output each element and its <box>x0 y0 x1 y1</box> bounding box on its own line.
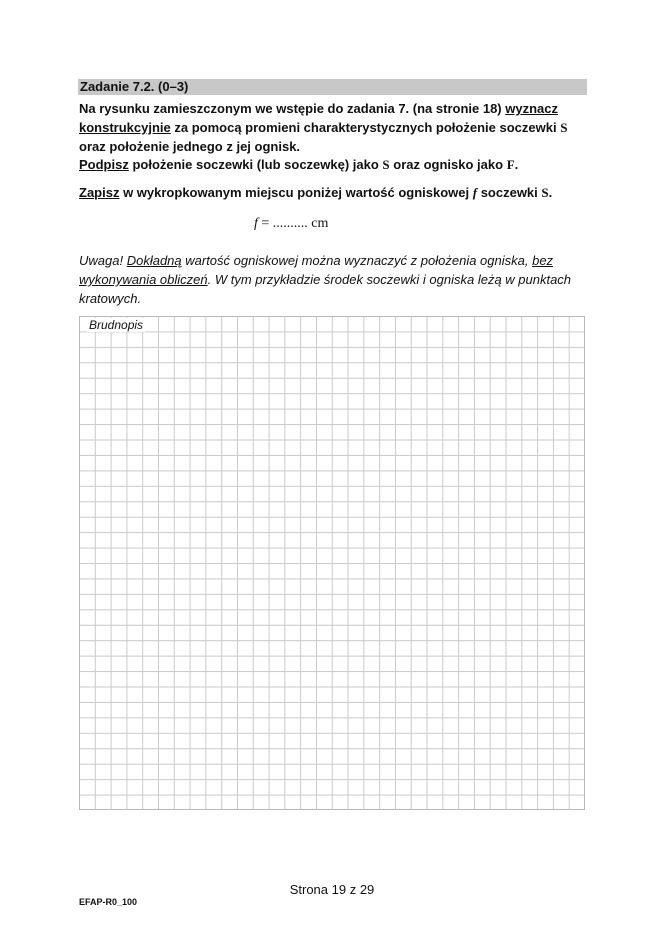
instruction-label: Podpisz położenie soczewki (lub soczewkę) jako S oraz ognisko jako F. <box>79 157 519 172</box>
note-text: Uwaga! Dokładną wartość ogniskowej można wyznaczyć z położenia ogniska, bez wykonywania obliczeń. W tym przykładzie środek soczewki i ogniska leżą w punktach kratowych. <box>79 253 572 306</box>
page-number: Strona 19 z 29 <box>289 882 375 897</box>
scratch-label: Brudnopis <box>89 318 144 332</box>
scratch-grid[interactable] <box>79 316 585 810</box>
instruction-construct: Na rysunku zamieszczonym we wstępie do zadania 7. (na stronie 18) wyznacz konstrukcyjnie za pomocą promieni charakterystycznych położenie soczewki S oraz położenie jednego z jej ognisk. <box>79 101 568 154</box>
instruction-write: Zapisz w wykropkowanym miejscu poniżej wartość ogniskowej f soczewki S. <box>79 185 553 200</box>
answer-formula[interactable]: f = .......... cm <box>254 216 329 231</box>
exam-code: EFAP-R0_100 <box>79 897 138 907</box>
task-header: Zadanie 7.2. (0–3) <box>78 79 587 95</box>
